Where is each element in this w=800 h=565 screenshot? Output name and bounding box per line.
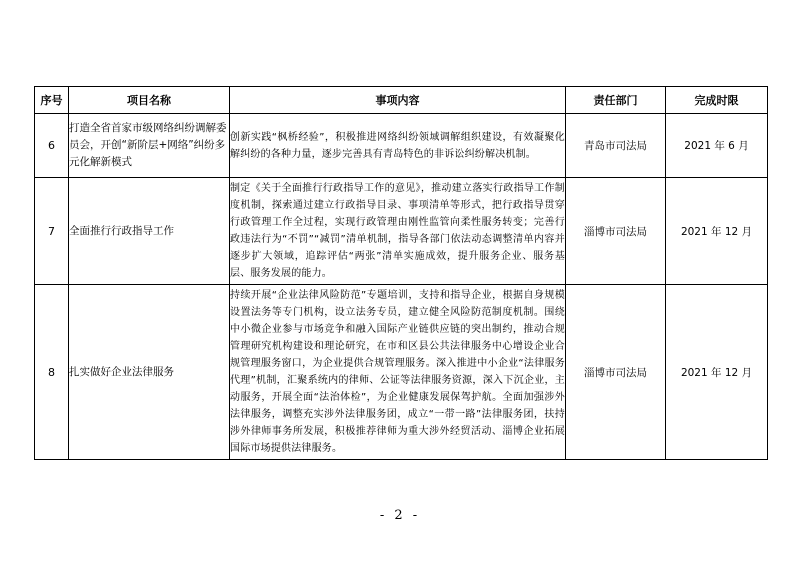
table-row	[35, 114, 768, 178]
row-project-name: 全面推行行政指导工作	[69, 178, 230, 285]
row-deadline: 2021 年 12 月	[666, 285, 768, 460]
row-seq: 6	[35, 114, 69, 178]
row-department: 淄博市司法局	[566, 285, 666, 460]
row-department: 淄博市司法局	[566, 178, 666, 285]
page-number: - 2 -	[379, 508, 421, 523]
row-seq: 7	[35, 178, 69, 285]
header-deadline: 完成时限	[666, 87, 768, 114]
row-project-name: 扎实做好企业法律服务	[69, 285, 230, 460]
row-content: 持续开展“企业法律风险防范”专题培训，支持和指导企业，根据自身规模设置法务等专门机构，设立法务专员，建立健全风险防范制度机制。围绕中小微企业参与市场竞争和融入国际产业链供应链的突出制约，推动合规管理研究机构建设和理论研究，在市和区县公共法律服务中心增设企业合规管理服务窗口，为企业提供合规管理服务。深入推进中小企业“法律服务代理”机制，汇聚系统内的律师、公证等法律服务资源，深入下沉企业，主动服务，开展全面“法治体检”，为企业健康发展保驾护航。全面加强涉外法律服务，调整充实涉外法律服务团，成立“一带一路”法律服务团，扶持涉外律师事务所发展，积极推荐律师为重大涉外经贸活动、淄博企业拓展国际市场提供法律服务。	[230, 285, 566, 460]
header-department: 责任部门	[566, 87, 666, 114]
row-content: 制定《关于全面推行行政指导工作的意见》，推动建立落实行政指导工作制度机制，探索通过建立行政指导目录、事项清单等形式，把行政指导贯穿行政管理工作全过程，实现行政管理由刚性监管向柔性服务转变；完善行政违法行为“不罚”“减罚”清单机制，指导各部门依法动态调整清单内容并逐步扩大领域，追踪评估“两张”清单实施成效，提升服务企业、服务基层、服务发展的能力。	[230, 178, 566, 285]
row-seq: 8	[35, 285, 69, 460]
table-header-row	[35, 87, 768, 114]
header-project-name: 项目名称	[69, 87, 230, 114]
header-seq: 序号	[35, 87, 69, 114]
row-department: 青岛市司法局	[566, 114, 666, 178]
row-deadline: 2021 年 12 月	[666, 178, 768, 285]
row-content: 创新实践“枫桥经验”，积极推进网络纠纷领域调解组织建设，有效凝聚化解纠纷的各种力量，逐步完善具有青岛特色的非诉讼纠纷解决机制。	[230, 114, 566, 178]
row-deadline: 2021 年 6 月	[666, 114, 768, 178]
task-table	[34, 86, 768, 460]
table-row	[35, 178, 768, 285]
row-project-name: 打造全省首家市级网络纠纷调解委员会，开创“新阶层+网络”纠纷多元化解新模式	[69, 114, 230, 178]
header-content: 事项内容	[230, 87, 566, 114]
table-row	[35, 285, 768, 460]
